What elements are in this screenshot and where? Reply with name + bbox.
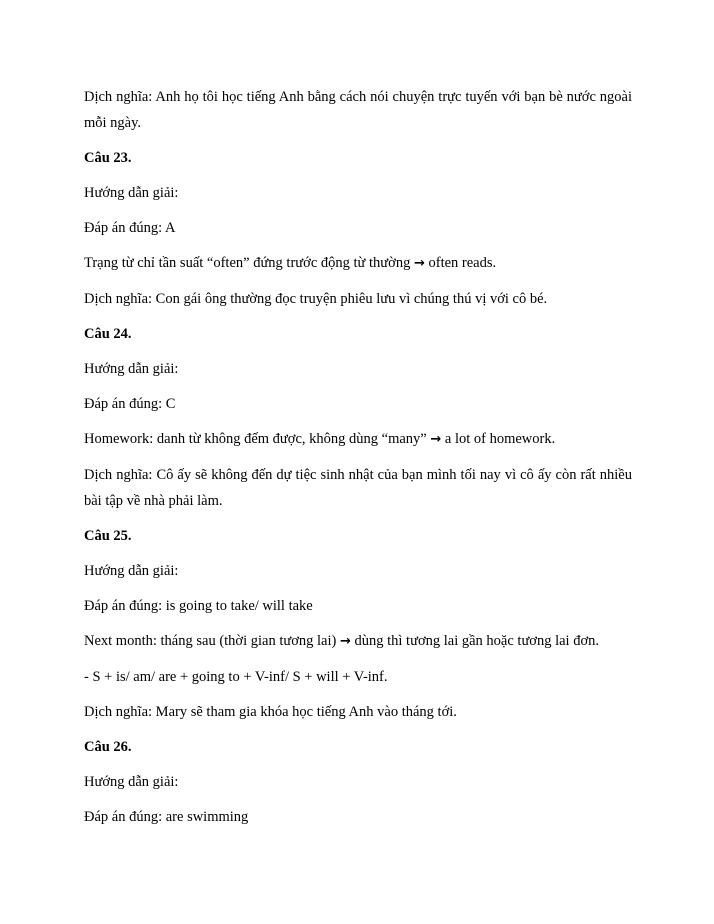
question-25-translation: Dịch nghĩa: Mary sẽ tham gia khóa học tiếng Anh vào tháng tới. [84,704,457,720]
question-24-heading: Câu 24. [84,326,132,342]
question-23-explanation-text: Trạng từ chỉ tần suất “often” đứng trước động từ thường [84,255,411,271]
arrow-right-icon: → [430,432,442,447]
question-26-heading: Câu 26. [84,739,132,755]
document-page [84,84,632,839]
question-25-answer: Đáp án đúng: is going to take/ will take [84,598,313,614]
question-23-heading: Câu 23. [84,150,132,166]
question-23-guide-label: Hướng dẫn giải: [84,185,179,201]
question-26-guide-label: Hướng dẫn giải: [84,774,179,790]
translation-paragraph: Dịch nghĩa: Anh họ tôi học tiếng Anh bằng cách nói chuyện trực tuyến với bạn bè nước ngoài mỗi ngày. [84,89,632,131]
question-24-explanation [84,426,632,453]
question-24-explanation-text: Homework: danh từ không đếm được, không dùng “many” [84,431,427,447]
question-23-translation: Dịch nghĩa: Con gái ông thường đọc truyện phiêu lưu vì chúng thú vị với cô bé. [84,291,548,307]
question-25-formula: - S + is/ am/ are + going to + V-inf/ S + will + V-inf. [84,669,388,685]
question-25-guide-label: Hướng dẫn giải: [84,563,179,579]
question-24-translation: Dịch nghĩa: Cô ấy sẽ không đến dự tiệc sinh nhật của bạn mình tối nay vì cô ấy còn rất nhiều bài tập về nhà phải làm. [84,467,632,509]
question-25-heading: Câu 25. [84,528,132,544]
question-23-explanation [84,250,632,277]
question-25-explanation [84,628,632,655]
question-25-explanation-result: dùng thì tương lai gần hoặc tương lai đơn. [354,633,600,649]
arrow-right-icon: → [413,256,425,271]
question-24-answer: Đáp án đúng: C [84,396,176,412]
question-24-guide-label: Hướng dẫn giải: [84,361,179,377]
question-24-explanation-result: a lot of homework. [444,431,556,447]
arrow-right-icon: → [339,634,351,649]
question-25-explanation-text: Next month: tháng sau (thời gian tương lai) [84,633,337,649]
question-23-answer: Đáp án đúng: A [84,220,176,236]
question-23-explanation-result: often reads. [428,255,497,271]
question-26-answer: Đáp án đúng: are swimming [84,809,249,825]
